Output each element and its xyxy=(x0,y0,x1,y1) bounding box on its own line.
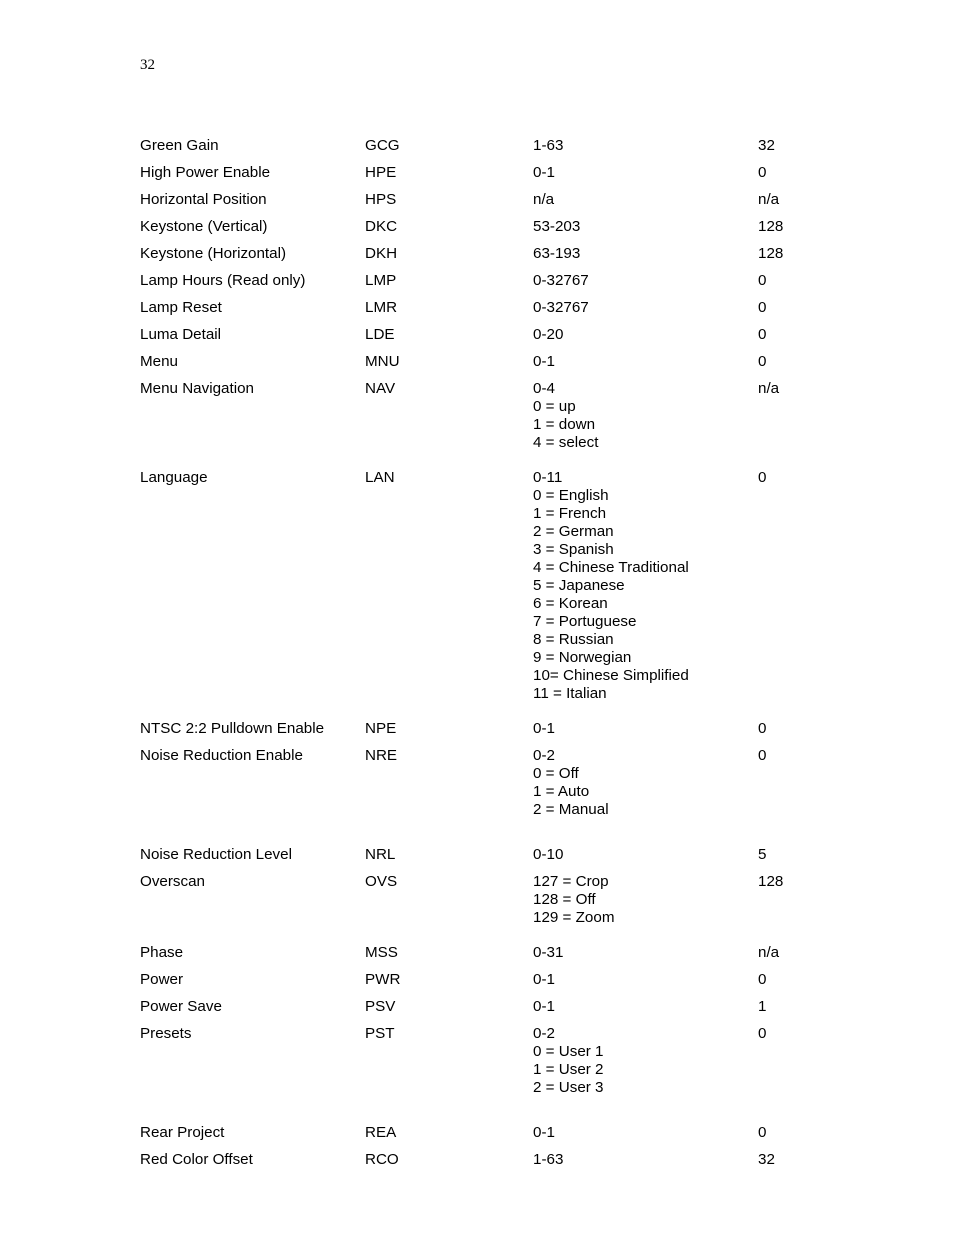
default-value: 32 xyxy=(758,1151,775,1168)
range-line: 1 = down xyxy=(533,416,596,433)
range-line: 0-32767 xyxy=(533,272,589,289)
range-line: 129 = Zoom xyxy=(533,909,615,926)
command-code: OVS xyxy=(365,873,398,890)
default-value: 0 xyxy=(758,720,767,737)
value-range xyxy=(533,245,580,263)
setting-name: Red Color Offset xyxy=(140,1151,253,1168)
value-range xyxy=(533,191,554,209)
range-line: 3 = Spanish xyxy=(533,541,614,558)
value-range xyxy=(533,747,609,819)
value-range xyxy=(533,164,555,182)
command-code: LMP xyxy=(365,272,397,289)
command-code: LDE xyxy=(365,326,395,343)
default-value: n/a xyxy=(758,944,780,961)
command-code: HPS xyxy=(365,191,397,208)
range-line: 1 = Auto xyxy=(533,783,590,800)
command-code: REA xyxy=(365,1124,397,1141)
value-range xyxy=(533,1124,555,1142)
default-value: 128 xyxy=(758,873,784,890)
command-code: PST xyxy=(365,1025,395,1042)
command-code: NRL xyxy=(365,846,396,863)
setting-name: Menu xyxy=(140,353,178,370)
default-value: 0 xyxy=(758,1124,767,1141)
range-line: 0 = up xyxy=(533,398,576,415)
range-line: 0-4 xyxy=(533,380,555,397)
range-line: 0-1 xyxy=(533,1124,555,1141)
range-line: 11 = Italian xyxy=(533,685,607,702)
default-value: 0 xyxy=(758,326,767,343)
range-line: 5 = Japanese xyxy=(533,577,625,594)
range-line: 0-2 xyxy=(533,747,555,764)
setting-name: Phase xyxy=(140,944,184,961)
range-line: 0-32767 xyxy=(533,299,589,316)
range-line: 2 = User 3 xyxy=(533,1079,604,1096)
range-line: 4 = select xyxy=(533,434,599,451)
value-range xyxy=(533,998,555,1016)
range-line: 0 = User 1 xyxy=(533,1043,604,1060)
setting-name: Noise Reduction Enable xyxy=(140,747,303,764)
command-code: PSV xyxy=(365,998,396,1015)
value-range xyxy=(533,971,555,989)
value-range xyxy=(533,380,598,452)
default-value: 0 xyxy=(758,272,767,289)
command-code: NPE xyxy=(365,720,397,737)
table-row xyxy=(140,971,840,989)
command-code: DKC xyxy=(365,218,398,235)
range-line: 4 = Chinese Traditional xyxy=(533,559,689,576)
range-line: 53-203 xyxy=(533,218,581,235)
setting-name: Green Gain xyxy=(140,137,219,154)
table-row xyxy=(140,846,840,864)
command-code: PWR xyxy=(365,971,401,988)
setting-name: Power xyxy=(140,971,184,988)
setting-name: High Power Enable xyxy=(140,164,271,181)
default-value: n/a xyxy=(758,380,780,397)
range-line: 1 = User 2 xyxy=(533,1061,604,1078)
range-line: 127 = Crop xyxy=(533,873,609,890)
setting-name: Keystone (Vertical) xyxy=(140,218,268,235)
command-code: MNU xyxy=(365,353,400,370)
page-number: 32 xyxy=(140,57,155,73)
range-line: 0-1 xyxy=(533,720,555,737)
table-row xyxy=(140,191,840,209)
range-line: 0 = English xyxy=(533,487,609,504)
value-range xyxy=(533,469,689,703)
command-code: LMR xyxy=(365,299,398,316)
default-value: 0 xyxy=(758,299,767,316)
range-line: 0-20 xyxy=(533,326,564,343)
setting-name: Horizontal Position xyxy=(140,191,267,208)
command-code: LAN xyxy=(365,469,395,486)
value-range xyxy=(533,272,589,290)
range-line: 0-2 xyxy=(533,1025,555,1042)
value-range xyxy=(533,137,563,155)
table-row xyxy=(140,944,840,962)
value-range xyxy=(533,1025,604,1097)
range-line: 0-1 xyxy=(533,998,555,1015)
default-value: 0 xyxy=(758,1025,767,1042)
table-row xyxy=(140,164,840,182)
value-range xyxy=(533,326,563,344)
range-line: 63-193 xyxy=(533,245,581,262)
command-code: NAV xyxy=(365,380,396,397)
default-value: 0 xyxy=(758,469,767,486)
value-range xyxy=(533,846,563,864)
table-row xyxy=(140,998,840,1016)
table-row xyxy=(140,218,840,236)
range-line: 1-63 xyxy=(533,137,564,154)
setting-name: Luma Detail xyxy=(140,326,222,343)
default-value: 5 xyxy=(758,846,767,863)
command-code: GCG xyxy=(365,137,400,154)
range-line: 9 = Norwegian xyxy=(533,649,632,666)
table-row xyxy=(140,353,840,371)
default-value: 0 xyxy=(758,353,767,370)
table-row xyxy=(140,747,840,819)
table-row xyxy=(140,1151,840,1169)
range-line: 0-31 xyxy=(533,944,564,961)
default-value: 1 xyxy=(758,998,767,1015)
range-line: 6 = Korean xyxy=(533,595,608,612)
value-range xyxy=(533,873,614,927)
range-line: 0-10 xyxy=(533,846,564,863)
value-range xyxy=(533,218,580,236)
table-row xyxy=(140,380,840,452)
range-line: 10= Chinese Simplified xyxy=(533,667,689,684)
range-line: 0-1 xyxy=(533,164,555,181)
table-row xyxy=(140,272,840,290)
range-line: 0-11 xyxy=(533,469,563,486)
table-row xyxy=(140,245,840,263)
range-line: 1-63 xyxy=(533,1151,564,1168)
setting-name: Menu Navigation xyxy=(140,380,254,397)
default-value: 0 xyxy=(758,747,767,764)
value-range xyxy=(533,299,589,317)
command-code: MSS xyxy=(365,944,398,961)
table-row xyxy=(140,326,840,344)
range-line: 2 = Manual xyxy=(533,801,609,818)
setting-name: Language xyxy=(140,469,208,486)
table-row xyxy=(140,720,840,738)
setting-name: Overscan xyxy=(140,873,205,890)
table-row xyxy=(140,1025,840,1097)
range-line: 0 = Off xyxy=(533,765,579,782)
range-line: 7 = Portuguese xyxy=(533,613,637,630)
range-line: 0-1 xyxy=(533,971,555,988)
value-range xyxy=(533,944,563,962)
default-value: 0 xyxy=(758,971,767,988)
range-line: 128 = Off xyxy=(533,891,596,908)
setting-name: Power Save xyxy=(140,998,222,1015)
range-line: 0-1 xyxy=(533,353,555,370)
setting-name: NTSC 2:2 Pulldown Enable xyxy=(140,720,325,737)
default-value: 128 xyxy=(758,218,784,235)
table-row xyxy=(140,469,840,703)
range-line: 8 = Russian xyxy=(533,631,614,648)
range-line: 1 = French xyxy=(533,505,607,522)
setting-name: Keystone (Horizontal) xyxy=(140,245,287,262)
default-value: 0 xyxy=(758,164,767,181)
command-code: DKH xyxy=(365,245,398,262)
command-code: NRE xyxy=(365,747,398,764)
table-row xyxy=(140,873,840,927)
default-value: n/a xyxy=(758,191,780,208)
setting-name: Presets xyxy=(140,1025,192,1042)
setting-name: Rear Project xyxy=(140,1124,225,1141)
range-line: n/a xyxy=(533,191,555,208)
range-line: 2 = German xyxy=(533,523,614,540)
setting-name: Noise Reduction Level xyxy=(140,846,292,863)
value-range xyxy=(533,1151,563,1169)
default-value: 128 xyxy=(758,245,784,262)
default-value: 32 xyxy=(758,137,775,154)
setting-name: Lamp Hours (Read only) xyxy=(140,272,306,289)
table-row xyxy=(140,1124,840,1142)
value-range xyxy=(533,353,555,371)
table-row xyxy=(140,137,840,155)
command-table xyxy=(140,137,840,1178)
command-code: RCO xyxy=(365,1151,399,1168)
value-range xyxy=(533,720,555,738)
setting-name: Lamp Reset xyxy=(140,299,222,316)
command-code: HPE xyxy=(365,164,397,181)
table-row xyxy=(140,299,840,317)
